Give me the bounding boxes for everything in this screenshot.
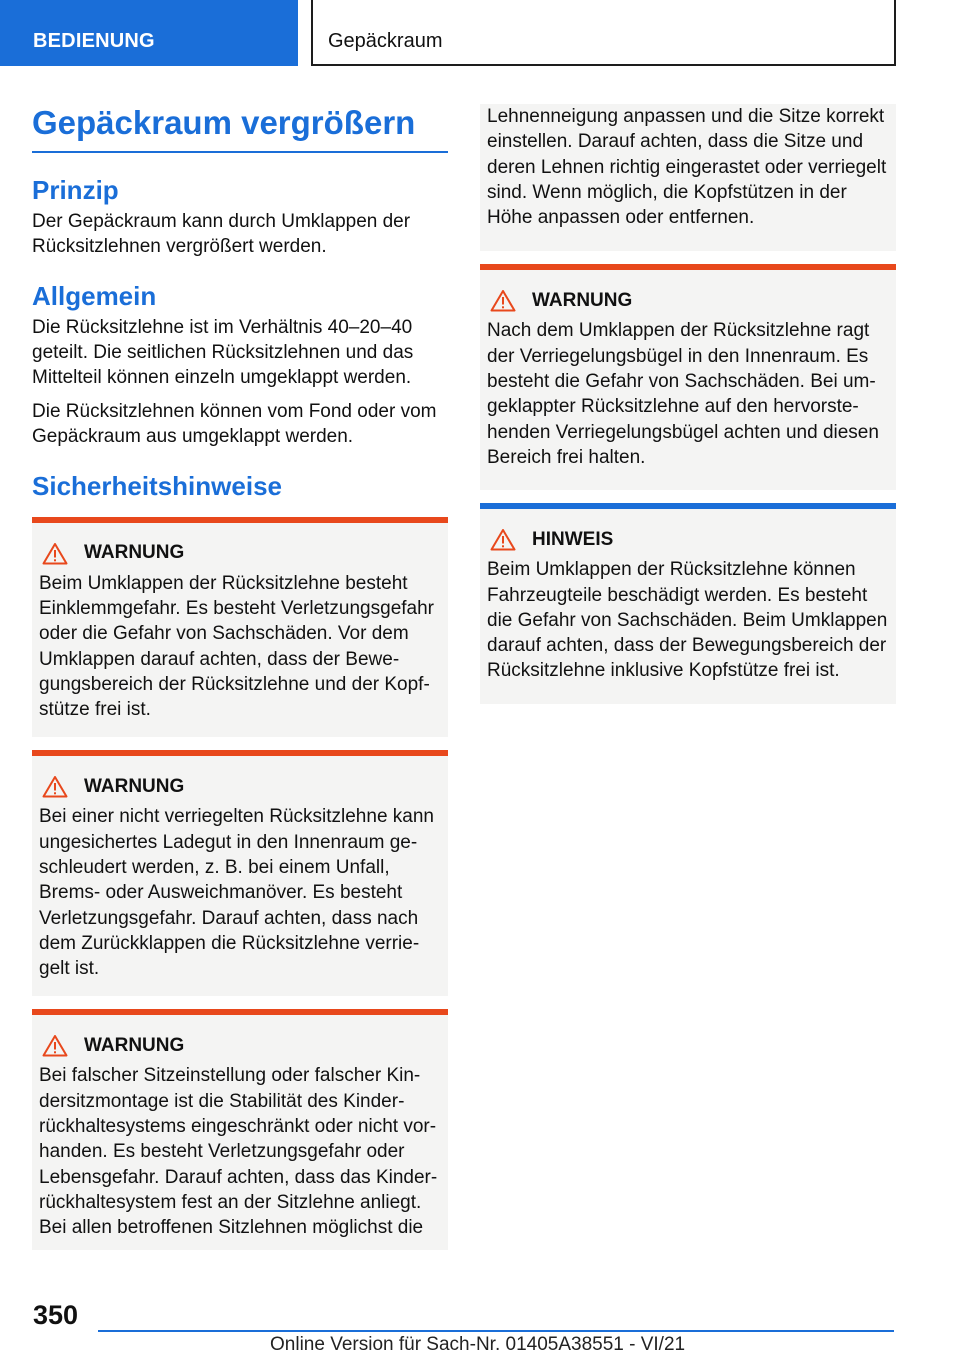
footer-divider: [98, 1330, 894, 1332]
warning-box: [32, 517, 448, 738]
warning-text: Bei falscher Sitzeinstellung oder falscher Kin-dersitzmontage ist die Stabilität des Kinder-rückhaltesystems eingeschränkt oder nicht vor-handen. Es besteht Verletzungsgefahr oder Lebensgefahr. Darauf achten, dass das Kinder-rückhaltesystem fest an der Sitzlehne anliegt. Bei allen betroffenen Sitzlehnen möglichst die: [39, 1065, 438, 1239]
warning-text: Bei einer nicht verriegelten Rücksitzlehne kann ungesichertes Ladegut in den Innenraum ge-schleudert werden, z. B. bei einem Unfall, Brems- oder Ausweichmanöver. Es besteht Verletzungsgefahr. Darauf achten, dass nach dem Zurückklappen die Rücksitzlehne verrie-gelt ist.: [39, 806, 434, 980]
chapter-tab: Gepäckraum: [311, 0, 896, 66]
notice-text: Beim Umklappen der Rücksitzlehne können Fahrzeugteile beschädigt werden. Es besteht die Gefahr von Sachschäden. Beim Umklappen darauf achten, dass der Bewegungsbereich der Rücksitzlehne inklusive Kopfstütze frei ist.: [487, 559, 888, 682]
warning-header: [39, 1034, 441, 1057]
page-title: Gepäckraum vergrößern: [32, 104, 448, 153]
warning-label: WARNUNG: [84, 1034, 185, 1056]
section-tab: BEDIENUNG: [0, 0, 298, 66]
warning-header: [39, 775, 441, 798]
warning-label: WARNUNG: [84, 775, 185, 797]
notice-header: [487, 528, 889, 551]
notice-label: HINWEIS: [532, 528, 614, 550]
principle-text: Der Gepäckraum kann durch Umklappen der Rücksitzlehnen vergrößert werden.: [32, 210, 411, 257]
warning-triangle-icon: [490, 289, 516, 312]
warning-box: [32, 750, 448, 996]
general-text-1: Die Rücksitzlehne ist im Verhältnis 40–20–40 geteilt. Die seitlichen Rücksitzlehnen und das Mittelteil können einzeln umgeklappt werden.: [32, 316, 414, 388]
warning-triangle-icon: [42, 542, 68, 565]
principle-heading: Prinzip: [32, 174, 119, 205]
general-text-2: Die Rücksitzlehnen können vom Fond oder vom Gepäckraum aus umgeklappt werden.: [32, 400, 437, 447]
notice-box: [480, 503, 896, 703]
warning-text-continued: Lehnenneigung anpassen und die Sitze korrekt einstellen. Darauf achten, dass die Sitze und deren Lehnen richtig eingerastet oder verriegelt sind. Wenn möglich, die Kopfstützen in der Höhe anpassen oder entfernen.: [487, 106, 887, 229]
warning-triangle-icon: [42, 1034, 68, 1057]
warning-text: Nach dem Umklappen der Rücksitzlehne ragt der Verriegelungsbügel in den Innenraum. Es besteht die Gefahr von Sachschäden. Bei um-geklappter Rücksitzlehne auf den hervorste-henden Verriegelungsbügel achten und diesen Bereich frei halten.: [487, 320, 879, 468]
left-column: [32, 104, 448, 1250]
page-number: 350: [33, 1300, 79, 1330]
online-version-text: Online Version für Sach-Nr. 01405A38551 - VI/21: [270, 1334, 686, 1355]
warning-header: [487, 289, 889, 312]
warning-label: WARNUNG: [532, 289, 633, 311]
warning-box: [32, 1009, 448, 1250]
warning-text: Beim Umklappen der Rücksitzlehne besteht Einklemmgefahr. Es besteht Verletzungsgefahr oder die Gefahr von Sachschäden. Vor dem Umklappen darauf achten, dass der Bewe-gungsbereich der Rücksitzlehne und der Kopf-stütze frei ist.: [39, 572, 435, 721]
right-column: [480, 104, 896, 704]
warning-triangle-icon: [42, 775, 68, 798]
notice-triangle-icon: [490, 528, 516, 551]
warning-label: WARNUNG: [84, 542, 185, 564]
warning-box: [480, 264, 896, 490]
warning-header: [39, 542, 441, 565]
safety-heading: Sicherheitshinweise: [32, 470, 282, 501]
general-heading: Allgemein: [32, 280, 157, 311]
warning-continuation-box: [480, 104, 896, 251]
